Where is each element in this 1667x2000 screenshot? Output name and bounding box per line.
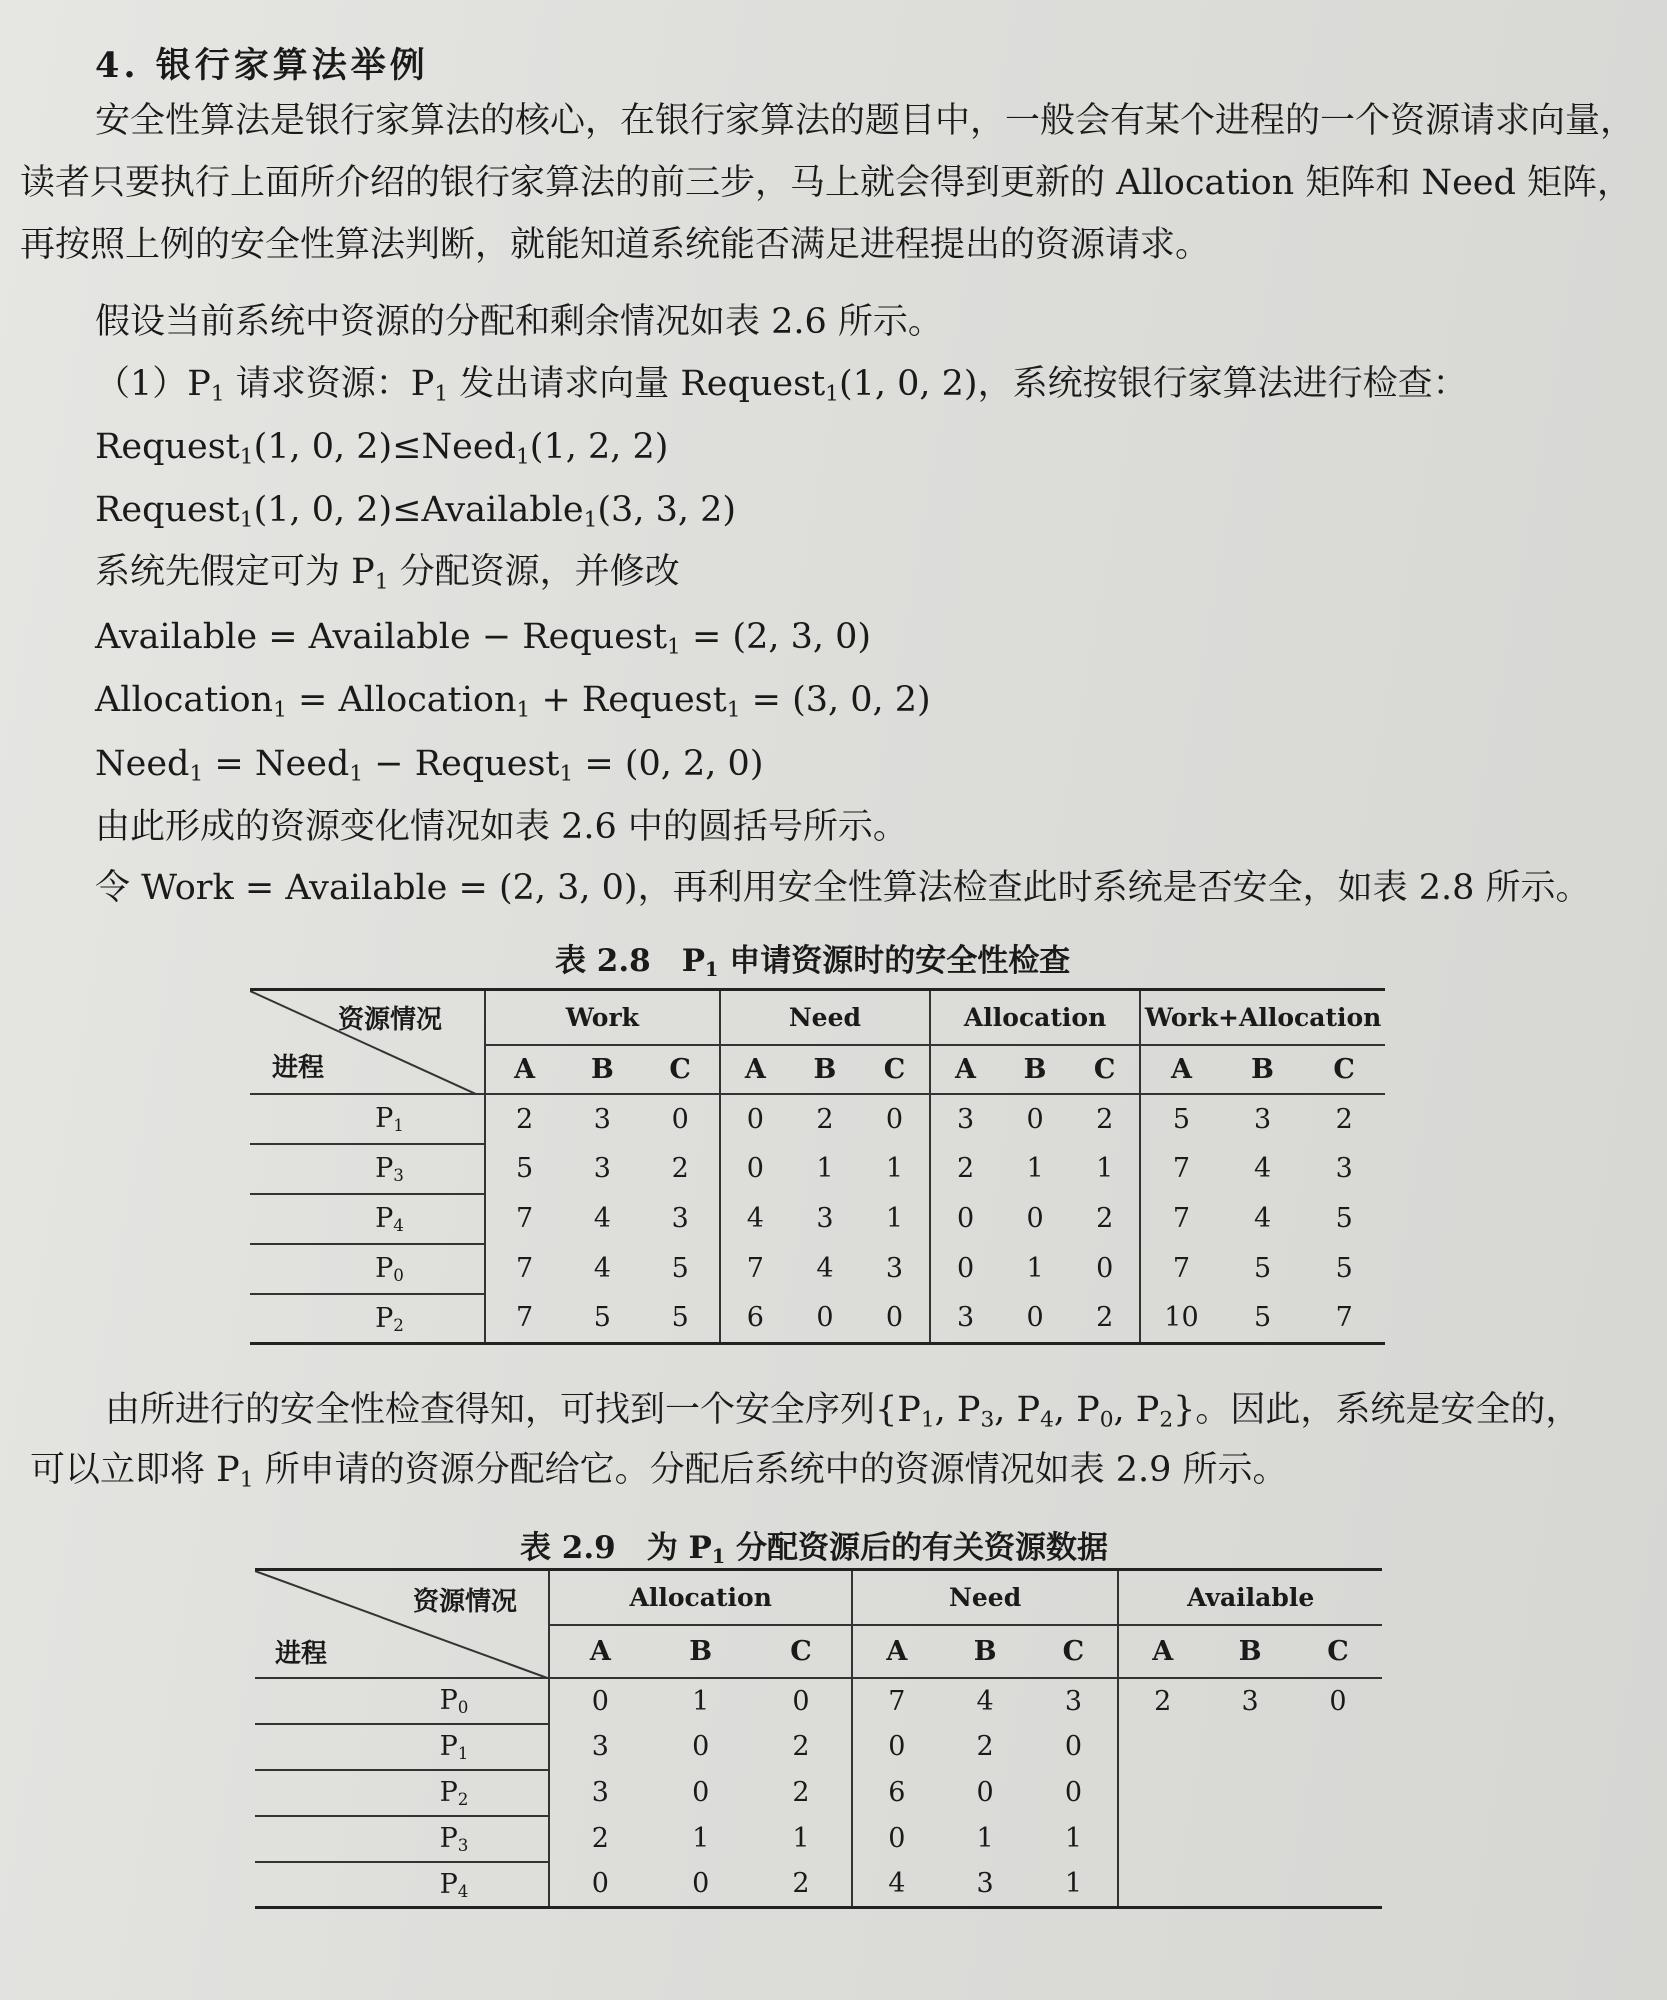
table-cell: 4	[852, 1862, 941, 1908]
column-header-b: B	[1000, 1045, 1070, 1094]
table-cell: 7	[485, 1194, 563, 1244]
equation-request-available: Request$_1$(1, 0, 2)≤Available$_1$(3, 3, 2)	[95, 490, 737, 533]
column-header-c: C	[751, 1625, 852, 1678]
table-cell: 0	[1064, 1777, 1082, 1808]
group-header-need: Need	[852, 1570, 1118, 1625]
process-index: 0	[457, 1697, 469, 1718]
table-cell: 4	[976, 1685, 994, 1717]
table-cell: 1	[885, 1203, 904, 1234]
table-row	[250, 1144, 1385, 1194]
safe-sequence-line: 由所进行的安全性检查得知，可找到一个安全序列{$P_1$, $P_3$, $P_4$, $P_0$, $P_2$}。因此，系统是安全的，	[105, 1390, 1581, 1433]
table-cell: 7	[1303, 1294, 1385, 1344]
table-cell	[1118, 1724, 1206, 1770]
table-cell: 0	[1026, 1203, 1044, 1234]
table-cell: 0	[720, 1144, 790, 1194]
table-cell: 2	[1118, 1678, 1206, 1724]
column-header-a: A	[720, 1045, 790, 1094]
table-cell	[1206, 1816, 1294, 1862]
table-cell: 4	[1253, 1153, 1272, 1184]
table-cell: 0	[860, 1294, 930, 1344]
table-cell: 0	[1096, 1253, 1114, 1284]
table-cell: 2	[751, 1862, 852, 1908]
table-cell: 5	[642, 1294, 720, 1344]
column-header-c: C	[642, 1045, 720, 1094]
table-cell: 2	[930, 1144, 1000, 1194]
table-cell: 2	[549, 1816, 650, 1862]
table-cell: 2	[671, 1153, 689, 1184]
group-header-work-allocation: Work+Allocation	[1140, 990, 1385, 1045]
table-cell: 3	[816, 1203, 834, 1234]
table-cell: 0	[852, 1816, 941, 1862]
table-cell: 4	[816, 1253, 834, 1284]
table-cell: 3	[549, 1724, 650, 1770]
table-cell: 3	[885, 1253, 904, 1284]
table-cell: 7	[485, 1244, 563, 1294]
process-index: 4	[457, 1880, 469, 1901]
table-cell: 3	[1253, 1103, 1272, 1135]
column-header-c: C	[860, 1045, 930, 1094]
column-header-b: B	[1222, 1045, 1304, 1094]
table-cell	[1206, 1862, 1294, 1908]
table-cell: 1	[692, 1685, 710, 1717]
corner-resource-label: 资源情况	[338, 1005, 443, 1035]
table-cell: 0	[1064, 1731, 1082, 1762]
table-cell: 1	[976, 1823, 994, 1854]
change-note: 由此形成的资源变化情况如表 2.6 中的圆括号所示。	[95, 807, 908, 847]
table-cell: 0	[852, 1724, 941, 1770]
process-index: 3	[457, 1835, 469, 1856]
table-cell: 1	[1026, 1253, 1044, 1284]
table-row	[255, 1770, 1382, 1816]
table-cell: 7	[852, 1678, 941, 1724]
table-row	[250, 1294, 1385, 1344]
table-cell: 5	[1140, 1094, 1222, 1144]
table-cell: 4	[593, 1203, 611, 1234]
table-cell: 3	[1335, 1153, 1353, 1184]
table-cell	[1118, 1770, 1206, 1816]
process-index: 3	[393, 1165, 404, 1186]
table-cell	[1206, 1770, 1294, 1816]
table-cell: 2	[792, 1777, 810, 1808]
process-letter: P	[439, 1685, 458, 1716]
table-cell	[1294, 1816, 1382, 1862]
table-cell: 7	[485, 1294, 563, 1344]
process-label	[250, 1194, 485, 1244]
table-cell: 5	[1335, 1253, 1353, 1284]
column-header-a: A	[485, 1045, 563, 1094]
process-label	[250, 1244, 485, 1294]
table-cell	[1206, 1724, 1294, 1770]
process-letter: P	[375, 1302, 394, 1334]
process-letter: P	[439, 1868, 458, 1900]
table-cell: 0	[976, 1777, 994, 1808]
column-header-a: A	[549, 1625, 650, 1678]
group-header-need: Need	[720, 990, 930, 1045]
table-cell: 3	[593, 1153, 611, 1184]
table-cell: 1	[885, 1153, 904, 1184]
group-header-allocation: Allocation	[930, 990, 1140, 1045]
process-index: 1	[393, 1115, 404, 1136]
table-cell: 6	[720, 1294, 790, 1344]
table-cell: 5	[563, 1294, 641, 1344]
section-heading: 4. 银行家算法举例	[95, 45, 429, 86]
table-cell: 5	[485, 1144, 563, 1194]
process-index: 2	[393, 1314, 404, 1335]
column-header-b: B	[941, 1625, 1030, 1678]
group-header-available: Available	[1118, 1570, 1382, 1625]
step1-line: $(1)P_1$ 请求资源：$P_1$ 发出请求向量 Request$_1$(1, 0, 2)，系统按银行家算法进行检查：	[95, 364, 1468, 407]
table-cell: 1	[792, 1823, 810, 1854]
table-cell: 0	[1026, 1103, 1044, 1135]
table-cell: 0	[930, 1194, 1000, 1244]
table-2-9-caption: 表 2.9 为 $P_1$ 分配资源后的有关资源数据	[520, 1530, 1108, 1568]
process-label	[255, 1862, 549, 1908]
intro-paragraph: 安全性算法是银行家算法的核心，在银行家算法的题目中，一般会有某个进程的一个资源请求向量，读者只要执行上面所介绍的银行家算法的前三步，马上就会得到更新的 Allocation 矩阵和 Need 矩阵，再按照上例的安全性算法判断，就能知道系统能否满足进程提出的资源请求。	[20, 101, 1636, 265]
table-cell: 0	[1329, 1685, 1347, 1717]
table-cell: 1	[1064, 1823, 1082, 1854]
equation-request-need: Request$_1$(1, 0, 2)≤Need$_1$(1, 2, 2)	[95, 427, 669, 470]
process-index: 2	[457, 1789, 469, 1810]
table-cell	[1118, 1862, 1206, 1908]
table-cell: 3	[1241, 1685, 1259, 1717]
column-header-b: B	[650, 1625, 751, 1678]
table-cell: 1	[692, 1823, 710, 1854]
table-cell: 0	[650, 1862, 751, 1908]
table-row	[255, 1862, 1382, 1908]
table-cell: 7	[1140, 1244, 1222, 1294]
table-cell: 7	[720, 1244, 790, 1294]
corner-process-label: 进程	[272, 1053, 325, 1083]
table-cell: 1	[1030, 1862, 1119, 1908]
table-cell: 0	[792, 1685, 810, 1717]
table-cell: 2	[792, 1731, 810, 1762]
process-letter: P	[375, 1253, 394, 1284]
column-header-a: A	[1140, 1045, 1222, 1094]
table-cell: 4	[720, 1194, 790, 1244]
table-row	[250, 1244, 1385, 1294]
corner-process-label: 进程	[275, 1639, 328, 1669]
equation-need: Need$_1$ = Need$_1$ − Request$_1$ = (0, 2, 0)	[95, 744, 764, 787]
group-header-work: Work	[485, 990, 720, 1045]
process-letter: P	[375, 1203, 394, 1234]
column-header-c: C	[1303, 1045, 1385, 1094]
group-header-allocation: Allocation	[549, 1570, 851, 1625]
process-letter: P	[375, 1103, 394, 1134]
column-header-a: A	[852, 1625, 941, 1678]
allocate-line: 可以立即将 $P_1$ 所申请的资源分配给它。分配后系统中的资源情况如表 2.9 所示。	[30, 1450, 1288, 1493]
table-cell: 3	[930, 1294, 1000, 1344]
table-cell: 0	[671, 1103, 689, 1135]
intro-assumption: 假设当前系统中资源的分配和剩余情况如表 2.6 所示。	[95, 302, 943, 342]
table-cell: 10	[1140, 1294, 1222, 1344]
column-header-b: B	[563, 1045, 641, 1094]
table-cell	[1118, 1816, 1206, 1862]
table-cell	[1294, 1770, 1382, 1816]
column-header-c: C	[1070, 1045, 1140, 1094]
table-cell: 2	[1070, 1294, 1140, 1344]
table-cell: 4	[593, 1253, 611, 1284]
column-header-b: B	[1206, 1625, 1294, 1678]
table-cell: 2	[976, 1731, 994, 1762]
table-2-9	[255, 1568, 1382, 1909]
process-letter: P	[439, 1777, 458, 1808]
table-cell: 2	[485, 1094, 563, 1144]
equation-allocation: Allocation$_1$ = Allocation$_1$ + Request$_1$ = (3, 0, 2)	[95, 680, 931, 723]
table-row	[255, 1724, 1382, 1770]
table-row	[255, 1816, 1382, 1862]
table-cell: 0	[885, 1103, 904, 1135]
table-row	[255, 1678, 1382, 1724]
table-cell: 5	[1222, 1294, 1304, 1344]
table-cell: 2	[1096, 1203, 1114, 1234]
work-line: 令 Work = Available = (2, 3, 0)，再利用安全性算法检查此时系统是否安全，如表 2.8 所示。	[95, 868, 1591, 908]
table-row	[250, 1094, 1385, 1144]
table-2-8-caption: 表 2.8 $P_1$ 申请资源时的安全性检查	[555, 943, 1071, 981]
table-cell: 0	[790, 1294, 860, 1344]
table-cell: 6	[852, 1770, 941, 1816]
process-label	[255, 1724, 549, 1770]
column-header-c: C	[1030, 1625, 1119, 1678]
process-index: 0	[393, 1265, 404, 1286]
assume-line: 系统先假定可为 $P_1$ 分配资源，并修改	[95, 552, 680, 595]
table-row	[250, 1194, 1385, 1244]
corner-resource-label: 资源情况	[413, 1587, 518, 1617]
process-index: 1	[457, 1743, 469, 1764]
table-cell: 0	[549, 1862, 650, 1908]
process-label	[250, 1294, 485, 1344]
process-letter: P	[375, 1153, 394, 1184]
table-2-8-corner-cell	[250, 990, 485, 1094]
table-cell: 2	[1335, 1103, 1353, 1135]
table-cell: 3	[549, 1770, 650, 1816]
table-cell: 0	[692, 1731, 710, 1762]
process-letter: P	[439, 1731, 458, 1762]
table-cell: 2	[816, 1103, 834, 1135]
process-label	[255, 1816, 549, 1862]
table-cell: 5	[671, 1253, 689, 1284]
column-header-a: A	[1118, 1625, 1206, 1678]
table-cell: 1	[1096, 1153, 1114, 1184]
table-cell: 0	[720, 1094, 790, 1144]
table-cell: 3	[593, 1103, 611, 1135]
table-cell: 3	[941, 1862, 1030, 1908]
process-letter: P	[439, 1823, 458, 1854]
table-cell	[1294, 1862, 1382, 1908]
table-cell: 0	[930, 1244, 1000, 1294]
table-cell	[1294, 1724, 1382, 1770]
table-cell: 0	[549, 1678, 650, 1724]
table-cell: 3	[930, 1094, 1000, 1144]
table-2-8	[250, 988, 1385, 1345]
table-cell: 7	[1140, 1194, 1222, 1244]
table-cell: 0	[1000, 1294, 1070, 1344]
process-label	[255, 1678, 549, 1724]
column-header-c: C	[1294, 1625, 1382, 1678]
table-cell: 0	[692, 1777, 710, 1808]
table-cell: 1	[816, 1153, 834, 1184]
table-cell: 7	[1140, 1144, 1222, 1194]
table-2-9-corner-cell	[255, 1570, 549, 1678]
table-cell: 4	[1253, 1203, 1272, 1234]
process-index: 4	[393, 1215, 404, 1236]
process-label	[250, 1094, 485, 1144]
equation-available: Available = Available − Request$_1$ = (2, 3, 0)	[95, 617, 872, 660]
table-cell: 5	[1253, 1253, 1272, 1284]
table-cell: 2	[1096, 1103, 1114, 1135]
column-header-a: A	[930, 1045, 1000, 1094]
table-cell: 1	[1026, 1153, 1044, 1184]
process-label	[255, 1770, 549, 1816]
table-cell: 3	[671, 1203, 689, 1234]
column-header-b: B	[790, 1045, 860, 1094]
process-label	[250, 1144, 485, 1194]
table-cell: 5	[1335, 1203, 1353, 1234]
table-cell: 3	[1064, 1685, 1082, 1717]
